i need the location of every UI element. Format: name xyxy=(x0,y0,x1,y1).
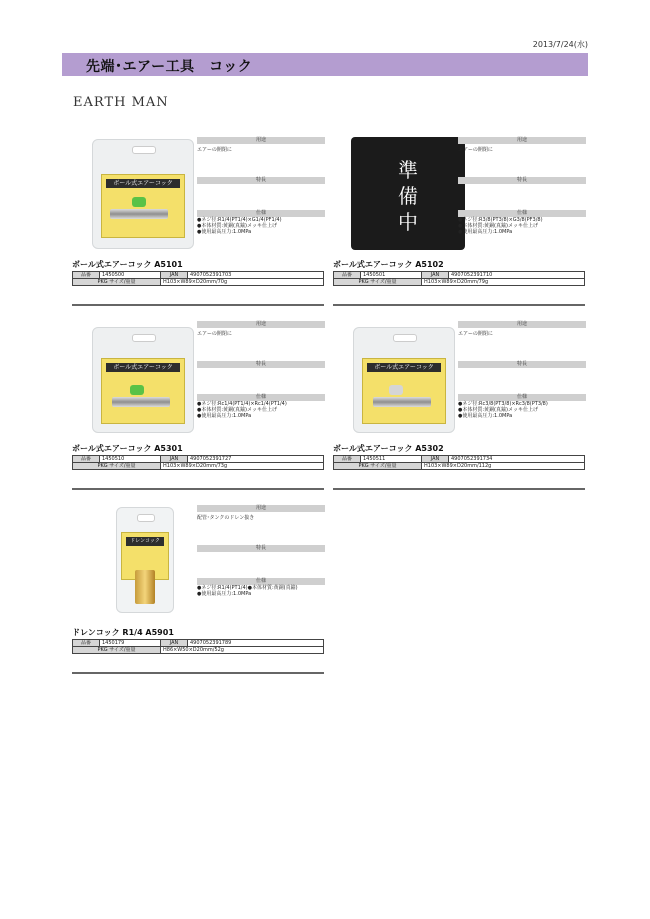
hang-hole xyxy=(137,514,155,522)
feature-text xyxy=(197,368,325,394)
code-value: 1450500 xyxy=(100,272,161,279)
jan-label: JAN xyxy=(161,640,188,647)
valve-body xyxy=(112,397,170,407)
spec-block xyxy=(197,505,325,597)
product-image xyxy=(347,137,459,249)
pkg-label: PKG サイズ/重量 xyxy=(334,279,422,286)
valve-body xyxy=(373,397,431,407)
product-name: ボール式エアーコック A5102 xyxy=(333,260,444,269)
valve-body xyxy=(110,209,168,219)
spec-line: ●ネジ径:R1/4(PT1/4)×G1/4(PF1/4) xyxy=(197,217,282,223)
preparing-text: 準備中 xyxy=(398,158,418,234)
spec-header: 仕様 xyxy=(458,394,586,401)
code-value: 1450179 xyxy=(100,640,161,647)
spec-line: ●本体材質:黄銅(真鍮)メッキ仕上げ xyxy=(197,407,277,413)
page-title: 先端･エアー工具 コック xyxy=(86,59,253,75)
blister-pack xyxy=(353,327,455,433)
code-label: 品番 xyxy=(73,272,100,279)
feature-text xyxy=(197,552,325,578)
section-divider xyxy=(72,488,324,490)
spec-line: ●使用最高圧力:1.0MPa xyxy=(458,413,513,419)
purpose-header: 用途 xyxy=(458,321,586,328)
jan-label: JAN xyxy=(422,456,449,463)
product-name: ボール式エアーコック A5101 xyxy=(72,260,183,269)
feature-text xyxy=(458,184,586,210)
product-info-table xyxy=(72,639,324,654)
hang-hole xyxy=(132,334,156,342)
valve-lever xyxy=(389,385,403,395)
purpose-text: エアーの開閉に xyxy=(197,331,232,337)
purpose-header: 用途 xyxy=(197,505,325,512)
product-image xyxy=(86,321,198,433)
product-card xyxy=(72,137,332,307)
jan-value: 4907052391703 xyxy=(188,272,324,279)
package-label: ボール式エアーコック xyxy=(106,179,180,188)
product-name: ボール式エアーコック A5301 xyxy=(72,444,183,453)
jan-value: 4907052391734 xyxy=(449,456,585,463)
image-placeholder xyxy=(351,137,465,250)
section-divider xyxy=(72,672,324,674)
pkg-label: PKG サイズ/重量 xyxy=(73,463,161,470)
product-card xyxy=(72,505,332,675)
product-info-table xyxy=(333,271,585,286)
brand-logo: EARTH MAN xyxy=(73,95,169,110)
valve-lever xyxy=(132,197,146,207)
purpose-header: 用途 xyxy=(197,137,325,144)
print-date: 2013/7/24(水) xyxy=(532,40,588,49)
purpose-header: 用途 xyxy=(458,137,586,144)
hang-hole xyxy=(132,146,156,154)
package-card xyxy=(101,174,185,238)
code-label: 品番 xyxy=(73,640,100,647)
spec-line: ●使用最高圧力:1.0MPa xyxy=(197,413,252,419)
feature-header: 特長 xyxy=(197,545,325,552)
pkg-value: H103×W89×D20mm/112g xyxy=(422,463,585,470)
blister-pack xyxy=(92,327,194,433)
package-card xyxy=(362,358,446,424)
spec-line: ●使用最高圧力:1.0MPa xyxy=(197,229,252,235)
section-divider xyxy=(333,488,585,490)
code-value: 1450501 xyxy=(361,272,422,279)
spec-line: ●本体材質:黄銅(真鍮)メッキ仕上げ xyxy=(458,223,538,229)
hang-hole xyxy=(393,334,417,342)
code-label: 品番 xyxy=(334,456,361,463)
jan-value: 4907052391789 xyxy=(188,640,324,647)
feature-header: 特長 xyxy=(458,361,586,368)
blister-pack xyxy=(92,139,194,249)
spec-line: ●ネジ径:R3/8(PT3/8)×G3/8(PF3/8) xyxy=(458,217,543,223)
category-title-bar xyxy=(62,53,588,76)
jan-label: JAN xyxy=(161,456,188,463)
spec-line: ●ネジ径:Rc3/8(PT3/8)×Rc3/8(PT3/8) xyxy=(458,401,548,407)
purpose-text: エアーの開閉に xyxy=(458,147,493,153)
spec-header: 仕様 xyxy=(197,578,325,585)
feature-text xyxy=(458,368,586,394)
product-card xyxy=(333,137,593,307)
pkg-label: PKG サイズ/重量 xyxy=(73,279,161,286)
code-value: 1450510 xyxy=(100,456,161,463)
section-divider xyxy=(333,304,585,306)
spec-block xyxy=(197,137,325,235)
product-name: ドレンコック R1/4 A5901 xyxy=(72,628,174,637)
spec-block xyxy=(458,321,586,419)
code-label: 品番 xyxy=(73,456,100,463)
purpose-text: エアーの開閉に xyxy=(458,331,493,337)
feature-header: 特長 xyxy=(458,177,586,184)
jan-value: 4907052391710 xyxy=(449,272,585,279)
spec-block xyxy=(458,137,586,235)
feature-text xyxy=(197,184,325,210)
feature-header: 特長 xyxy=(197,177,325,184)
product-info-table xyxy=(72,271,324,286)
purpose-text: エアーの開閉に xyxy=(197,147,232,153)
pkg-label: PKG サイズ/重量 xyxy=(334,463,422,470)
section-divider xyxy=(72,304,324,306)
spec-header: 仕様 xyxy=(197,394,325,401)
code-value: 1450511 xyxy=(361,456,422,463)
product-name: ボール式エアーコック A5302 xyxy=(333,444,444,453)
purpose-header: 用途 xyxy=(197,321,325,328)
code-label: 品番 xyxy=(334,272,361,279)
product-image xyxy=(86,137,198,249)
package-label: ドレンコック xyxy=(126,537,164,546)
product-info-table xyxy=(72,455,324,470)
spec-line: ●本体材質:黄銅(真鍮)メッキ仕上げ xyxy=(458,407,538,413)
feature-header: 特長 xyxy=(197,361,325,368)
product-image xyxy=(86,505,198,617)
package-label: ボール式エアーコック xyxy=(106,363,180,372)
pkg-value: H86×W50×D20mm/52g xyxy=(161,647,324,654)
package-card xyxy=(101,358,185,424)
blister-pack xyxy=(116,507,174,613)
pkg-value: H103×W89×D20mm/79g xyxy=(422,279,585,286)
spec-line: ●ネジ径:R1/4(PT1/4)●本体材質:黄銅(真鍮) xyxy=(197,585,298,591)
product-card xyxy=(333,321,593,491)
spec-line: ●本体材質:黄銅(真鍮)メッキ仕上げ xyxy=(197,223,277,229)
spec-header: 仕様 xyxy=(458,210,586,217)
spec-header: 仕様 xyxy=(197,210,325,217)
brass-drain-cock xyxy=(135,570,155,604)
spec-line: ●ネジ径:Rc1/4(PT1/4)×Rc1/4(PT1/4) xyxy=(197,401,287,407)
pkg-value: H103×W89×D20mm/70g xyxy=(161,279,324,286)
package-label: ボール式エアーコック xyxy=(367,363,441,372)
jan-label: JAN xyxy=(422,272,449,279)
purpose-text: 配管･タンクのドレン抜き xyxy=(197,515,255,521)
pkg-label: PKG サイズ/重量 xyxy=(73,647,161,654)
product-image xyxy=(347,321,459,433)
pkg-value: H103×W89×D20mm/73g xyxy=(161,463,324,470)
jan-label: JAN xyxy=(161,272,188,279)
spec-line: ●使用最高圧力:1.0MPa xyxy=(458,229,513,235)
product-card xyxy=(72,321,332,491)
spec-line: ●使用最高圧力:1.0MPa xyxy=(197,591,252,597)
valve-lever xyxy=(130,385,144,395)
product-info-table xyxy=(333,455,585,470)
spec-block xyxy=(197,321,325,419)
jan-value: 4907052391727 xyxy=(188,456,324,463)
